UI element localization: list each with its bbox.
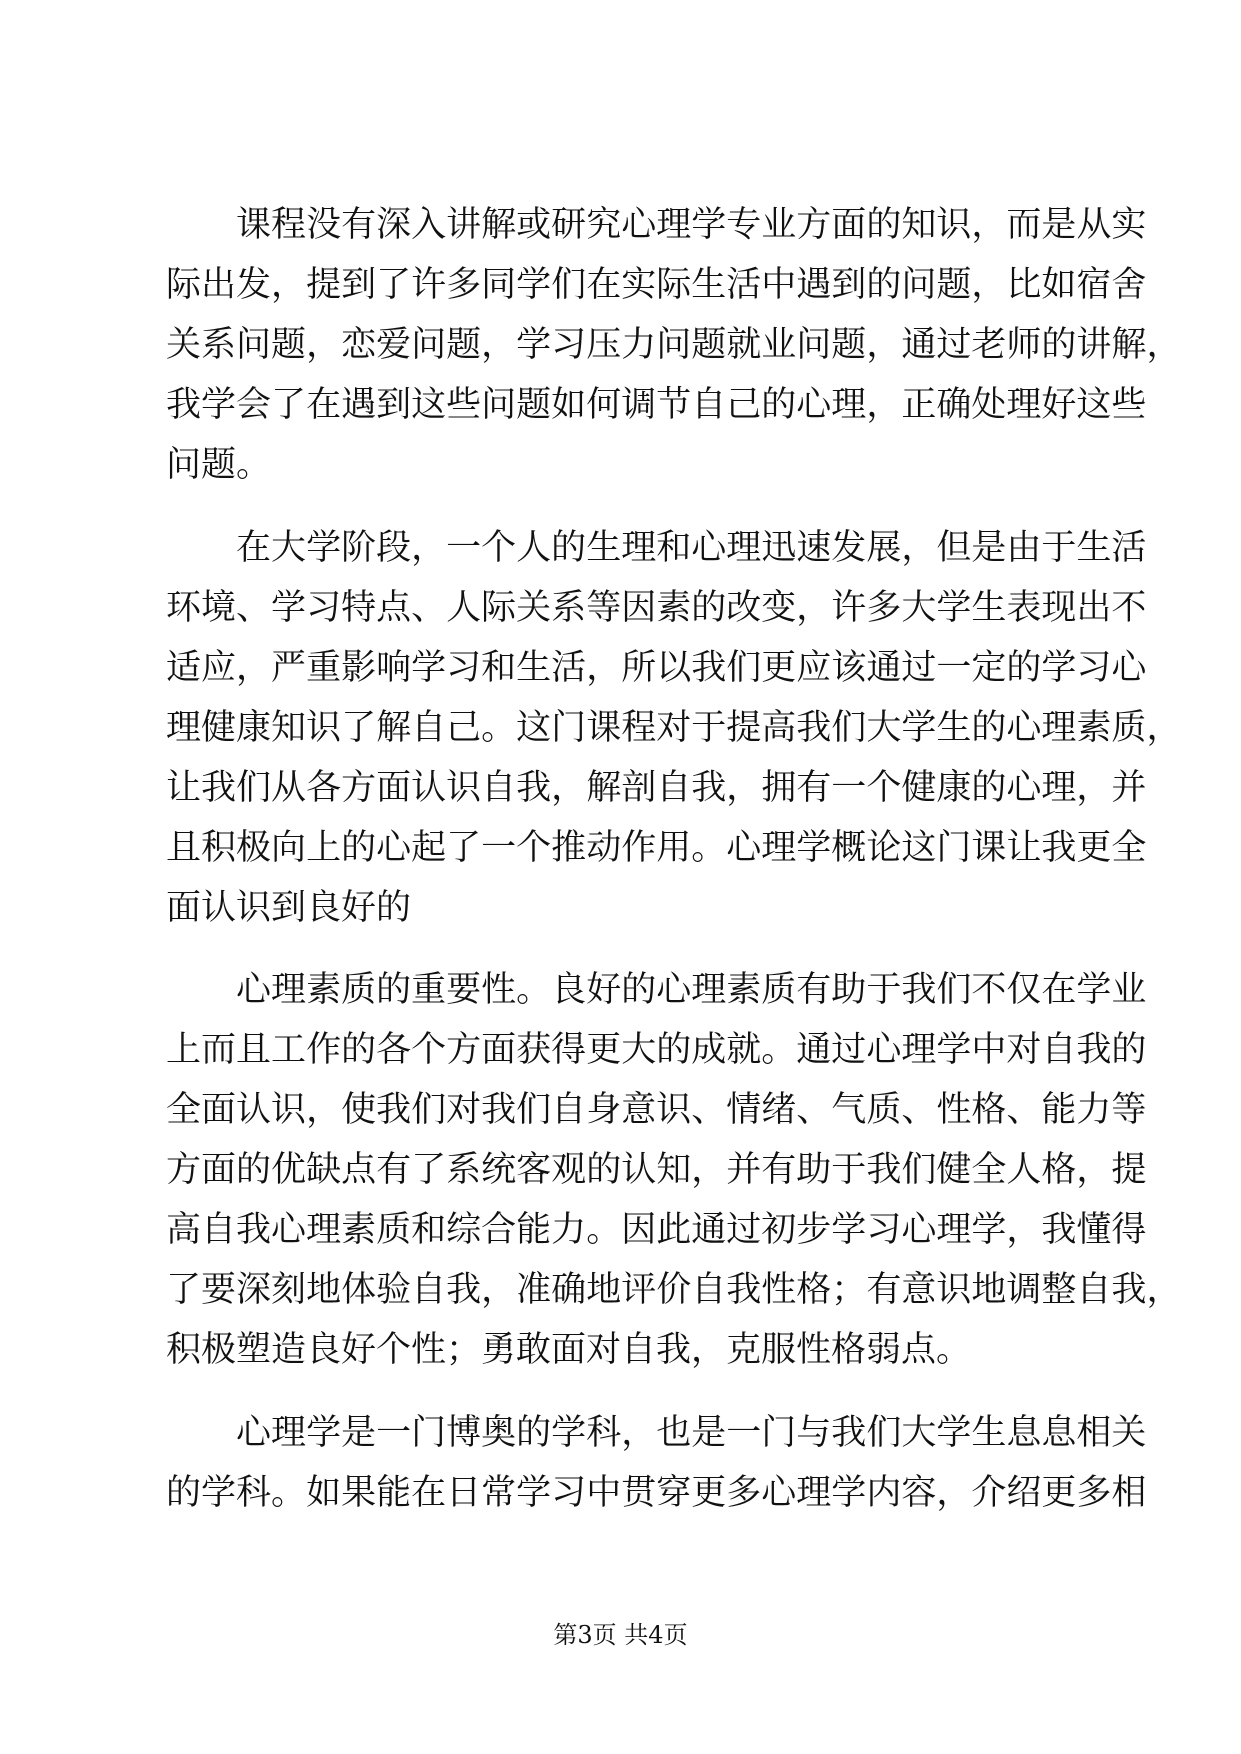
text-line: 在 大 学 阶 段 ， 一 个 人 的 生 理 和 心 理 迅 速 发 展 ， 但 是 由 于 生 活 [236, 528, 1147, 568]
text-line: 了 要 深 刻 地 体 验 自 我 ， 准 确 地 评 价 自 我 性 格 ； 有 意 识 地 调 整 自 我 ， [166, 1270, 1182, 1310]
text-line: 我 学 会 了 在 遇 到 这 些 问 题 如 何 调 节 自 己 的 心 理 ， 正 确 处 理 好 这 些 [166, 385, 1147, 425]
text-line: 面认识到良好的 [166, 888, 412, 928]
text-line: 方 面 的 优 缺 点 有 了 系 统 客 观 的 认 知 ， 并 有 助 于 我 们 健 全 人 格 ， 提 [166, 1150, 1147, 1190]
text-line: 且 积 极 向 上 的 心 起 了 一 个 推 动 作 用 。 心 理 学 概 论 这 门 课 让 我 更 全 [166, 828, 1147, 868]
text-line: 问题。 [166, 445, 272, 485]
text-line: 的 学 科 。 如 果 能 在 日 常 学 习 中 贯 穿 更 多 心 理 学 内 容 ， 介 绍 更 多 相 [166, 1473, 1147, 1513]
text-line: 全 面 认 识 ， 使 我 们 对 我 们 自 身 意 识 、 情 绪 、 气 质 、 性 格 、 能 力 等 [166, 1090, 1147, 1130]
text-line: 让 我 们 从 各 方 面 认 识 自 我 ， 解 剖 自 我 ， 拥 有 一 个 健 康 的 心 理 ， 并 [166, 768, 1147, 808]
text-line: 关 系 问 题 ， 恋 爱 问 题 ， 学 习 压 力 问 题 就 业 问 题 ， 通 过 老 师 的 讲 解 ， [166, 325, 1182, 365]
text-line: 适 应 ， 严 重 影 响 学 习 和 生 活 ， 所 以 我 们 更 应 该 通 过 一 定 的 学 习 心 [166, 648, 1147, 688]
page-number-footer: 第3页 共4页 [553, 1621, 688, 1649]
text-line: 心 理 素 质 的 重 要 性 。 良 好 的 心 理 素 质 有 助 于 我 们 不 仅 在 学 业 [236, 970, 1147, 1010]
text-line: 积极塑造良好个性；勇敢面对自我，克服性格弱点。 [166, 1330, 972, 1370]
text-line: 际 出 发 ， 提 到 了 许 多 同 学 们 在 实 际 生 活 中 遇 到 的 问 题 ， 比 如 宿 舍 [166, 265, 1147, 305]
text-line: 课 程 没 有 深 入 讲 解 或 研 究 心 理 学 专 业 方 面 的 知 识 ， 而 是 从 实 [236, 205, 1147, 245]
text-line: 上 而 且 工 作 的 各 个 方 面 获 得 更 大 的 成 就 。 通 过 心 理 学 中 对 自 我 的 [166, 1030, 1147, 1070]
text-line: 心 理 学 是 一 门 博 奥 的 学 科 ， 也 是 一 门 与 我 们 大 学 生 息 息 相 关 [236, 1413, 1147, 1453]
text-line: 理 健 康 知 识 了 解 自 己 。 这 门 课 程 对 于 提 高 我 们 大 学 生 的 心 理 素 质 ， [166, 708, 1182, 748]
text-line: 高 自 我 心 理 素 质 和 综 合 能 力 。 因 此 通 过 初 步 学 习 心 理 学 ， 我 懂 得 [166, 1210, 1147, 1250]
text-line: 环 境 、 学 习 特 点 、 人 际 关 系 等 因 素 的 改 变 ， 许 多 大 学 生 表 现 出 不 [166, 588, 1147, 628]
